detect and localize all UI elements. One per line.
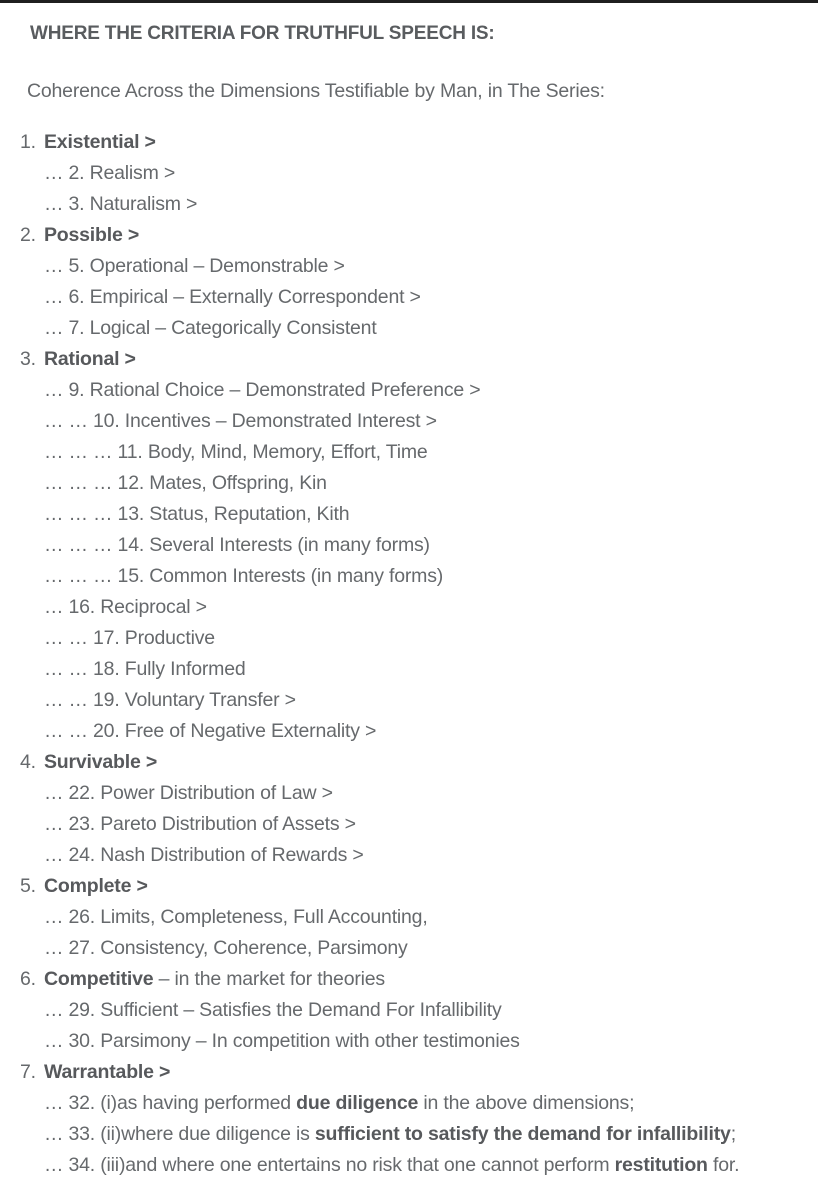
item-prefix-number: … 3. bbox=[44, 193, 90, 215]
item-text: in the above dimensions; bbox=[418, 1092, 635, 1114]
item-prefix-number: … … 10. bbox=[44, 410, 125, 432]
list-item bbox=[0, 1150, 794, 1181]
item-prefix-number: … … 20. bbox=[44, 720, 125, 742]
list-item bbox=[0, 1119, 794, 1150]
item-text: Reciprocal > bbox=[100, 596, 207, 618]
list-item bbox=[0, 189, 794, 220]
list-item bbox=[0, 406, 794, 437]
item-text: (ii)where due diligence is bbox=[100, 1123, 315, 1145]
item-prefix-number: … 27. bbox=[44, 937, 101, 959]
item-text: restitution bbox=[614, 1154, 708, 1176]
list-item bbox=[0, 623, 794, 654]
list-item bbox=[0, 375, 794, 406]
item-text: Logical – Categorically Consistent bbox=[89, 317, 377, 339]
item-number: 3. bbox=[20, 348, 36, 370]
item-text: (iii)and where one entertains no risk that one cannot perform bbox=[100, 1154, 615, 1176]
item-number: 4. bbox=[20, 751, 36, 773]
item-prefix-number: … … … 14. bbox=[44, 534, 150, 556]
item-text: Complete > bbox=[44, 875, 148, 897]
list-item bbox=[0, 499, 794, 530]
item-text: Realism > bbox=[89, 162, 176, 184]
item-prefix-number: … 7. bbox=[44, 317, 90, 339]
item-prefix-number: … 16. bbox=[44, 596, 101, 618]
item-text: Warrantable > bbox=[44, 1061, 171, 1083]
item-text: due diligence bbox=[296, 1092, 419, 1114]
item-text: Voluntary Transfer > bbox=[124, 689, 296, 711]
item-prefix-number: … … 18. bbox=[44, 658, 125, 680]
item-text: Incentives – Demonstrated Interest > bbox=[124, 410, 437, 432]
item-prefix-number: … 34. bbox=[44, 1154, 101, 1176]
item-text: Nash Distribution of Rewards > bbox=[100, 844, 364, 866]
list-item bbox=[0, 158, 794, 189]
document-body bbox=[0, 3, 818, 1181]
item-prefix-number: … 29. bbox=[44, 999, 101, 1021]
item-text: Empirical – Externally Correspondent > bbox=[89, 286, 421, 308]
item-prefix-number: … … … 13. bbox=[44, 503, 150, 525]
item-text: Rational > bbox=[44, 348, 136, 370]
item-prefix-number: … 33. bbox=[44, 1123, 101, 1145]
item-text: Power Distribution of Law > bbox=[100, 782, 333, 804]
item-prefix-number: … 30. bbox=[44, 1030, 101, 1052]
item-prefix-number: … 6. bbox=[44, 286, 90, 308]
item-prefix-number: … 32. bbox=[44, 1092, 101, 1114]
list-item bbox=[0, 251, 794, 282]
list-item bbox=[0, 995, 794, 1026]
item-prefix-number: … … … 12. bbox=[44, 472, 150, 494]
list-item bbox=[0, 220, 794, 251]
item-prefix-number: … … 17. bbox=[44, 627, 125, 649]
item-prefix-number: … 23. bbox=[44, 813, 101, 835]
list-item bbox=[0, 1026, 794, 1057]
list-item bbox=[0, 344, 794, 375]
item-text: Free of Negative Externality > bbox=[124, 720, 377, 742]
item-number: 6. bbox=[20, 968, 36, 990]
list-item bbox=[0, 685, 794, 716]
item-text: Naturalism > bbox=[89, 193, 198, 215]
item-prefix-number: … 5. bbox=[44, 255, 90, 277]
item-text: – in the market for theories bbox=[153, 968, 385, 990]
item-prefix-number: … 24. bbox=[44, 844, 101, 866]
list-item bbox=[0, 933, 794, 964]
item-text: Common Interests (in many forms) bbox=[149, 565, 444, 587]
item-prefix-number: … 2. bbox=[44, 162, 90, 184]
item-text: Sufficient – Satisfies the Demand For Infallibility bbox=[100, 999, 502, 1021]
list-item bbox=[0, 592, 794, 623]
list-item bbox=[0, 530, 794, 561]
list-item bbox=[0, 127, 794, 158]
item-text: Limits, Completeness, Full Accounting, bbox=[100, 906, 428, 928]
list-item bbox=[0, 871, 794, 902]
item-text: Parsimony – In competition with other testimonies bbox=[100, 1030, 520, 1052]
item-text: Body, Mind, Memory, Effort, Time bbox=[147, 441, 428, 463]
item-text: Fully Informed bbox=[124, 658, 246, 680]
list-item bbox=[0, 313, 794, 344]
list-item bbox=[0, 716, 794, 747]
list-item bbox=[0, 282, 794, 313]
item-text: Operational – Demonstrable > bbox=[89, 255, 345, 277]
item-number: 1. bbox=[20, 131, 36, 153]
item-number: 2. bbox=[20, 224, 36, 246]
item-text: sufficient to satisfy the demand for infallibility bbox=[314, 1123, 731, 1145]
list-item bbox=[0, 840, 794, 871]
page-subtitle: Coherence Across the Dimensions Testifiable by Man, in The Series: bbox=[27, 80, 605, 102]
item-text: Possible > bbox=[44, 224, 140, 246]
list-item bbox=[0, 468, 794, 499]
item-text: Status, Reputation, Kith bbox=[149, 503, 350, 525]
list-item bbox=[0, 809, 794, 840]
list-item bbox=[0, 964, 794, 995]
list-item bbox=[0, 747, 794, 778]
list-item bbox=[0, 778, 794, 809]
criteria-list bbox=[0, 127, 794, 1181]
item-prefix-number: … … 19. bbox=[44, 689, 125, 711]
item-text: for. bbox=[707, 1154, 740, 1176]
item-text: Mates, Offspring, Kin bbox=[149, 472, 327, 494]
item-text: Rational Choice – Demonstrated Preference > bbox=[89, 379, 481, 401]
item-number: 5. bbox=[20, 875, 36, 897]
item-text: Several Interests (in many forms) bbox=[149, 534, 430, 556]
item-prefix-number: … … … 15. bbox=[44, 565, 150, 587]
item-text: Existential > bbox=[44, 131, 156, 153]
list-item bbox=[0, 1088, 794, 1119]
item-text: Consistency, Coherence, Parsimony bbox=[100, 937, 408, 959]
item-text: ; bbox=[730, 1123, 736, 1145]
item-number: 7. bbox=[20, 1061, 36, 1083]
item-text: (i)as having performed bbox=[100, 1092, 297, 1114]
item-text: Productive bbox=[124, 627, 215, 649]
list-item bbox=[0, 902, 794, 933]
item-text: Pareto Distribution of Assets > bbox=[100, 813, 356, 835]
list-item bbox=[0, 654, 794, 685]
item-prefix-number: … 26. bbox=[44, 906, 101, 928]
page-title: WHERE THE CRITERIA FOR TRUTHFUL SPEECH IS: bbox=[30, 23, 495, 44]
item-text: Survivable > bbox=[44, 751, 158, 773]
item-text: Competitive bbox=[44, 968, 154, 990]
item-prefix-number: … 9. bbox=[44, 379, 90, 401]
item-prefix-number: … … … 11. bbox=[44, 441, 148, 463]
list-item bbox=[0, 1057, 794, 1088]
list-item bbox=[0, 561, 794, 592]
item-prefix-number: … 22. bbox=[44, 782, 101, 804]
list-item bbox=[0, 437, 794, 468]
